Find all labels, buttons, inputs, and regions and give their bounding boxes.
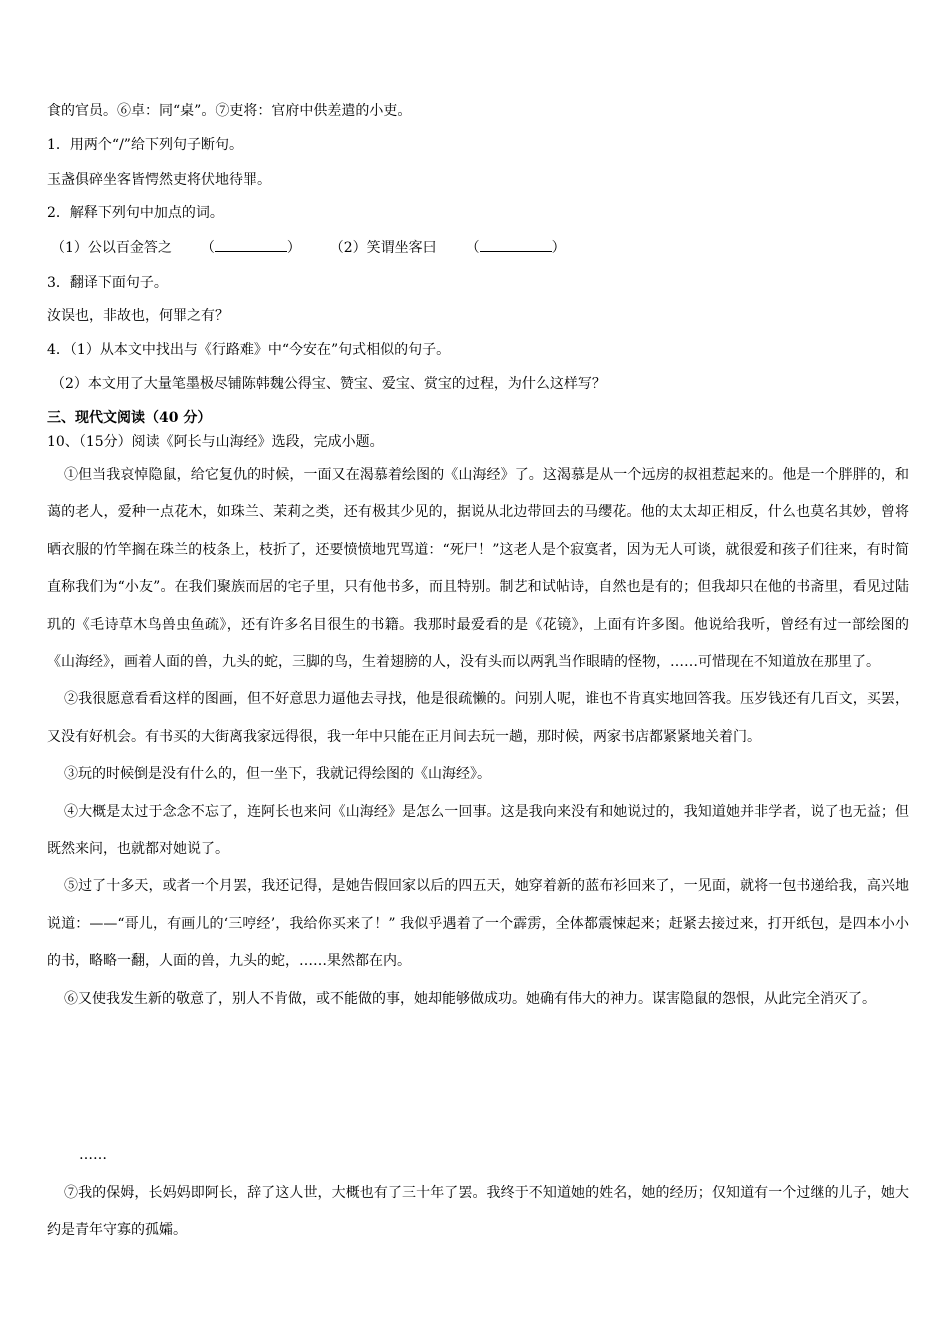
question-3-sentence: 汝误也，非故也，何罪之有？ xyxy=(47,308,229,324)
question-10-prompt: 10、（15分）阅读《阿长与山海经》选段，完成小题。 xyxy=(47,434,384,450)
question-2-item-2: （2）笑谓坐客曰 xyxy=(329,240,437,256)
question-1-prompt: 1．用两个“/”给下列句子断句。 xyxy=(47,137,243,153)
question-1-sentence: 玉盏俱碎坐客皆愕然吏将伏地待罪。 xyxy=(47,172,271,188)
close-paren: ） xyxy=(286,240,301,256)
question-2-items xyxy=(51,237,566,258)
open-paren: （ xyxy=(465,240,480,256)
open-paren: （ xyxy=(200,240,215,256)
reading-passage-continued xyxy=(47,1175,909,1250)
paragraph-4: ④大概是太过于念念不忘了，连阿长也来问《山海经》是怎么一回事。这是我向来没有和她说过的，我知道她并非学者，说了也无益；但既然来问，也就都对她说了。 xyxy=(47,803,909,858)
reading-passage xyxy=(47,457,909,1018)
question-4-part-2: （2）本文用了大量笔墨极尽铺陈韩魏公得宝、赞宝、爱宝、赏宝的过程，为什么这样写？ xyxy=(51,376,606,392)
question-3-prompt: 3．翻译下面句子。 xyxy=(47,275,168,291)
answer-blank-2[interactable] xyxy=(480,237,552,252)
close-paren: ） xyxy=(551,240,566,256)
question-2-prompt: 2．解释下列句中加点的词。 xyxy=(47,205,224,221)
paragraph-1: ①但当我哀悼隐鼠，给它复仇的时候，一面又在渴慕着绘图的《山海经》了。这渴慕是从一个远房的叔祖惹起来的。他是一个胖胖的，和蔼的老人，爱种一点花木，如珠兰、茉莉之类，还有极其少见的，据说从北边带回去的马缨花。他的太太却正相反，什么也莫名其妙，曾将晒衣服的竹竿搁在珠兰的枝条上，枝折了，还要愤愤地咒骂道：“死尸！”这老人是个寂寞者，因为无人可谈，就很爱和孩子们往来，有时简直称我们为“小友”。在我们聚族而居的宅子里，只有他书多，而且特别。制艺和试帖诗，自然也是有的；但我却只在他的书斋里，看见过陆玑的《毛诗草木鸟兽虫鱼疏》，还有许多名目很生的书籍。我那时最爱看的是《花镜》，上面有许多图。他说给我听，曾经有过一部绘图的《山海经》，画着人面的兽，九头的蛇，三脚的鸟，生着翅膀的人，没有头而以两乳当作眼睛的怪物，……可惜现在不知道放在那里了。 xyxy=(47,467,909,671)
footnote-line: 食的官员。⑥卓：同“桌”。⑦吏将：官府中供差遣的小吏。 xyxy=(47,103,412,119)
question-2-item-1: （1）公以百金答之 xyxy=(51,240,172,256)
answer-blank-1[interactable] xyxy=(215,237,287,252)
question-4-part-1: 4．（1）从本文中找出与《行路难》中“今安在”句式相似的句子。 xyxy=(47,342,451,358)
paragraph-2: ②我很愿意看看这样的图画，但不好意思力逼他去寻找，他是很疏懒的。问别人呢，谁也不肯真实地回答我。压岁钱还有几百文，买罢，又没有好机会。有书买的大街离我家远得很，我一年中只能在正月间去玩一趟，那时候，两家书店都紧紧地关着门。 xyxy=(47,691,909,745)
paragraph-7: ⑦我的保姆，长妈妈即阿长，辞了这人世，大概也有了三十年了罢。我终于不知道她的姓名，她的经历；仅知道有一个过继的儿子，她大约是青年守寡的孤孀。 xyxy=(47,1185,909,1239)
section-3-heading: 三、现代文阅读（40 分） xyxy=(47,410,212,426)
paragraph-5: ⑤过了十多天，或者一个月罢，我还记得，是她告假回家以后的四五天，她穿着新的蓝布衫回来了，一见面，就将一包书递给我，高兴地说道：——“哥儿，有画儿的‘三哼经’，我给你买来了！” 我似乎遇着了一个霹雳，全体都震悚起来；赶紧去接过来，打开纸包，是四本小小的书，略略一翻，人面的兽，九头的蛇，……果然都在内。 xyxy=(47,878,909,970)
paragraph-6: ⑥又使我发生新的敬意了，别人不肯做，或不能做的事，她却能够做成功。她确有伟大的神力。谋害隐鼠的怨恨，从此完全消灭了。 xyxy=(64,990,876,1007)
passage-ellipsis: …… xyxy=(79,1147,107,1163)
paragraph-3: ③玩的时候倒是没有什么的，但一坐下，我就记得绘图的《山海经》。 xyxy=(64,766,491,783)
